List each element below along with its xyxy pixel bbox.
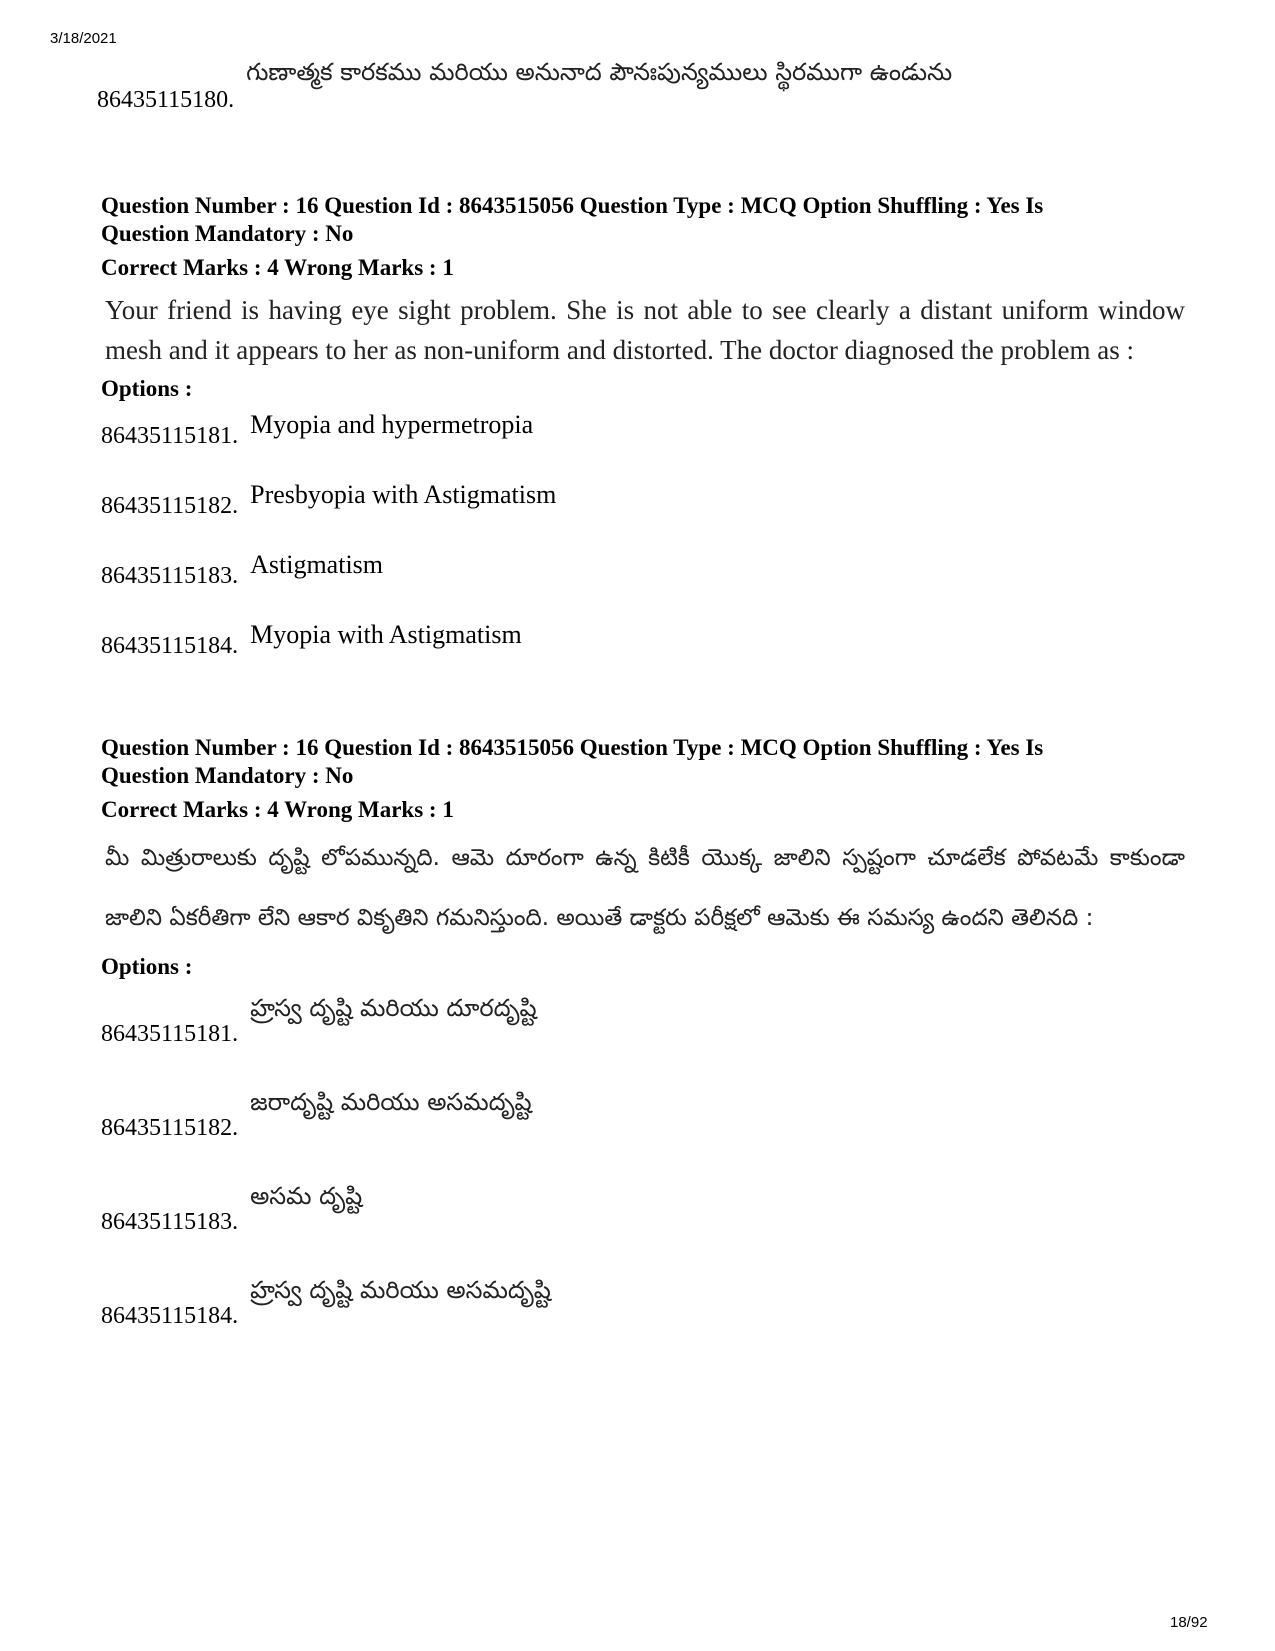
option-text: Myopia and hypermetropia (250, 410, 534, 439)
options-label: Options : (101, 954, 193, 979)
option-id: 86435115184. (101, 1303, 239, 1329)
page-number: 18/92 (1170, 1614, 1208, 1631)
question-meta: Question Number : 16 Question Id : 8643515056 Question Type : MCQ Option Shuffling : Yes Is (101, 193, 1044, 218)
option-id: 86435115181. (101, 1021, 239, 1047)
option-text: హ్రస్వ దృష్టి మరియు దూరదృష్టి (250, 994, 537, 1022)
option-id: 86435115182. (101, 493, 239, 519)
question-block (101, 192, 1191, 660)
option-id: 86435115184. (101, 633, 239, 659)
print-date: 3/18/2021 (50, 30, 117, 47)
page-content (97, 58, 1191, 1330)
option-id: 86435115182. (101, 1115, 239, 1141)
option-id: 86435115181. (101, 423, 239, 449)
option-text: గుణాత్మక కారకము మరియు అనునాద పౌనఃపున్యములు స్థిరముగా ఉండును (246, 58, 953, 86)
option-text: జరాదృష్టి మరియు అసమదృష్టి (250, 1088, 532, 1116)
option-row (101, 480, 1191, 520)
question-text: Your friend is having eye sight problem. She is not able to see clearly a distant uniform window mesh and it appears to her as non-uniform and distorted. The doctor diagnosed the problem as : (105, 295, 1185, 365)
option-row (101, 1276, 1191, 1330)
question-meta: Question Number : 16 Question Id : 8643515056 Question Type : MCQ Option Shuffling : Yes Is (101, 735, 1044, 760)
option-row (101, 1088, 1191, 1142)
options-label: Options : (101, 376, 193, 401)
option-id: 86435115183. (101, 1209, 239, 1235)
question-meta: Question Mandatory : No (101, 763, 354, 788)
question-block (101, 734, 1191, 1330)
option-row (101, 410, 1191, 450)
option-id: 86435115183. (101, 563, 239, 589)
option-row (101, 550, 1191, 590)
option-text: Myopia with Astigmatism (250, 620, 522, 649)
option-row (101, 620, 1191, 660)
option-text: హ్రస్వ దృష్టి మరియు అసమదృష్టి (250, 1276, 551, 1304)
option-row (101, 994, 1191, 1048)
carryover-option (97, 58, 1191, 114)
question-text: మీ మిత్రురాలుకు దృష్టి లోపమున్నది. ఆమె దూరంగా ఉన్న కిటికీ యొక్క జాలిని స్పష్టంగా చూడలేక పోవటమే కాకుండా జాలిని ఏకరీతిగా లేని ఆకార వికృతిని గమనిస్తుంది. అయితే డాక్టరు పరీక్షలో ఆమెకు ఈ సమస్య ఉందని తెలినది : (105, 845, 1185, 931)
question-marks: Correct Marks : 4 Wrong Marks : 1 (101, 255, 454, 280)
question-marks: Correct Marks : 4 Wrong Marks : 1 (101, 797, 454, 822)
option-row (101, 1182, 1191, 1236)
option-id: 86435115180. (97, 87, 235, 113)
option-text: Astigmatism (250, 550, 384, 579)
option-text: అసమ దృష్టి (250, 1182, 363, 1210)
question-meta: Question Mandatory : No (101, 221, 354, 246)
option-text: Presbyopia with Astigmatism (250, 480, 557, 509)
